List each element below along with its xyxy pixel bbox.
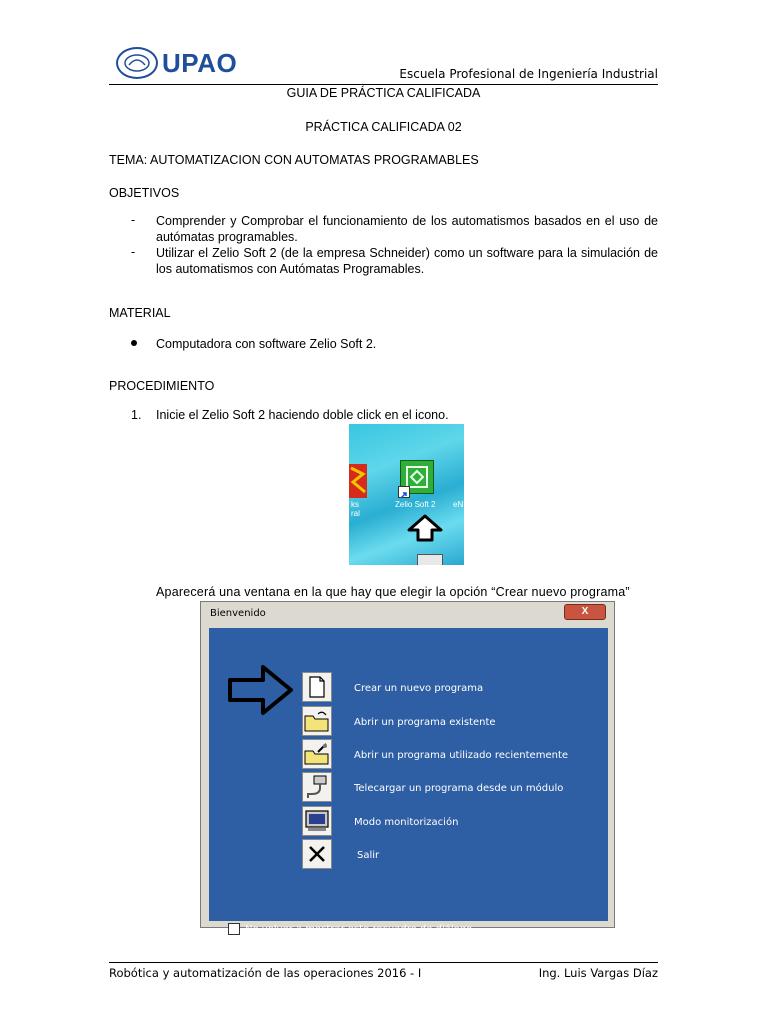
exit-x-icon[interactable]	[302, 839, 332, 869]
zelio-icon-label: Zelio Soft 2	[395, 500, 436, 509]
objetivo-item: Utilizar el Zelio Soft 2 (de la empresa Schneider) como un software para la simulación de los automatismos con Autómatas Programables.	[156, 246, 658, 276]
open-folder-icon[interactable]	[302, 706, 332, 736]
step-text: Inicie el Zelio Soft 2 haciendo doble click en el icono.	[156, 408, 449, 422]
footer-author: Ing. Luis Vargas Díaz	[538, 966, 658, 980]
objetivos-heading: OBJETIVOS	[109, 186, 180, 200]
monitor-icon[interactable]	[302, 806, 332, 836]
logo-text: UPAO	[162, 47, 238, 78]
footer-course: Robótica y automatización de las operaciones 2016 - I	[109, 966, 422, 980]
step-number: 1.	[131, 408, 142, 422]
option-new-program[interactable]: Crear un nuevo programa	[354, 683, 484, 694]
desktop-left-label: ks ral	[351, 500, 360, 518]
doc-title: GUIA DE PRÁCTICA CALIFICADA	[286, 86, 481, 100]
shortcut-arrow-icon	[398, 486, 410, 498]
list-bullet: -	[131, 213, 136, 227]
new-file-icon[interactable]	[302, 672, 332, 702]
tema: TEMA: AUTOMATIZACION CON AUTOMATAS PROGRAMABLES	[109, 153, 479, 167]
footer-rule	[109, 962, 658, 963]
objetivo-item: Comprender y Comprobar el funcionamiento de los automatismos basados en el uso de autómatas programables.	[156, 214, 658, 244]
desktop-right-label: eN	[453, 500, 464, 509]
pointer-arrow-icon	[227, 664, 295, 721]
up-arrow-icon	[407, 514, 443, 547]
recent-folder-icon[interactable]	[302, 739, 332, 769]
option-open-program[interactable]: Abrir un programa existente	[354, 717, 496, 728]
upload-cable-icon[interactable]	[302, 772, 332, 802]
option-upload-program[interactable]: Telecargar un programa desde un módulo	[354, 783, 564, 794]
list-bullet: -	[131, 245, 136, 259]
option-monitor-mode[interactable]: Modo monitorización	[354, 817, 459, 828]
header-rule	[109, 84, 658, 85]
option-exit[interactable]: Salir	[357, 850, 380, 861]
dont-show-label[interactable]: No volver a mostrar este recuadro de diálogo	[245, 923, 473, 935]
desktop-screenshot	[349, 424, 464, 565]
upao-logo	[116, 46, 262, 80]
dialog-title: Bienvenido	[210, 608, 266, 619]
dont-show-row[interactable]	[228, 923, 472, 935]
option-recent-program[interactable]: Abrir un programa utilizado recientemente	[354, 750, 569, 761]
material-heading: MATERIAL	[109, 306, 171, 320]
dialog-caption: Aparecerá una ventana en la que hay que elegir la opción “Crear nuevo programa”	[156, 585, 630, 599]
doc-subtitle: PRÁCTICA CALIFICADA 02	[305, 120, 462, 134]
university-seal-icon	[116, 47, 158, 79]
bullet-dot-icon	[131, 340, 137, 346]
app-icon-partial	[349, 464, 367, 498]
dialog-panel	[209, 628, 608, 935]
procedimiento-heading: PROCEDIMIENTO	[109, 379, 215, 393]
taskbar-fragment	[417, 554, 443, 565]
material-item: Computadora con software Zelio Soft 2.	[156, 337, 377, 351]
school-name: Escuela Profesional de Ingeniería Industrial	[399, 67, 658, 81]
bienvenido-dialog	[200, 601, 615, 935]
dont-show-checkbox[interactable]	[228, 923, 240, 935]
close-button[interactable]: X	[564, 604, 606, 620]
